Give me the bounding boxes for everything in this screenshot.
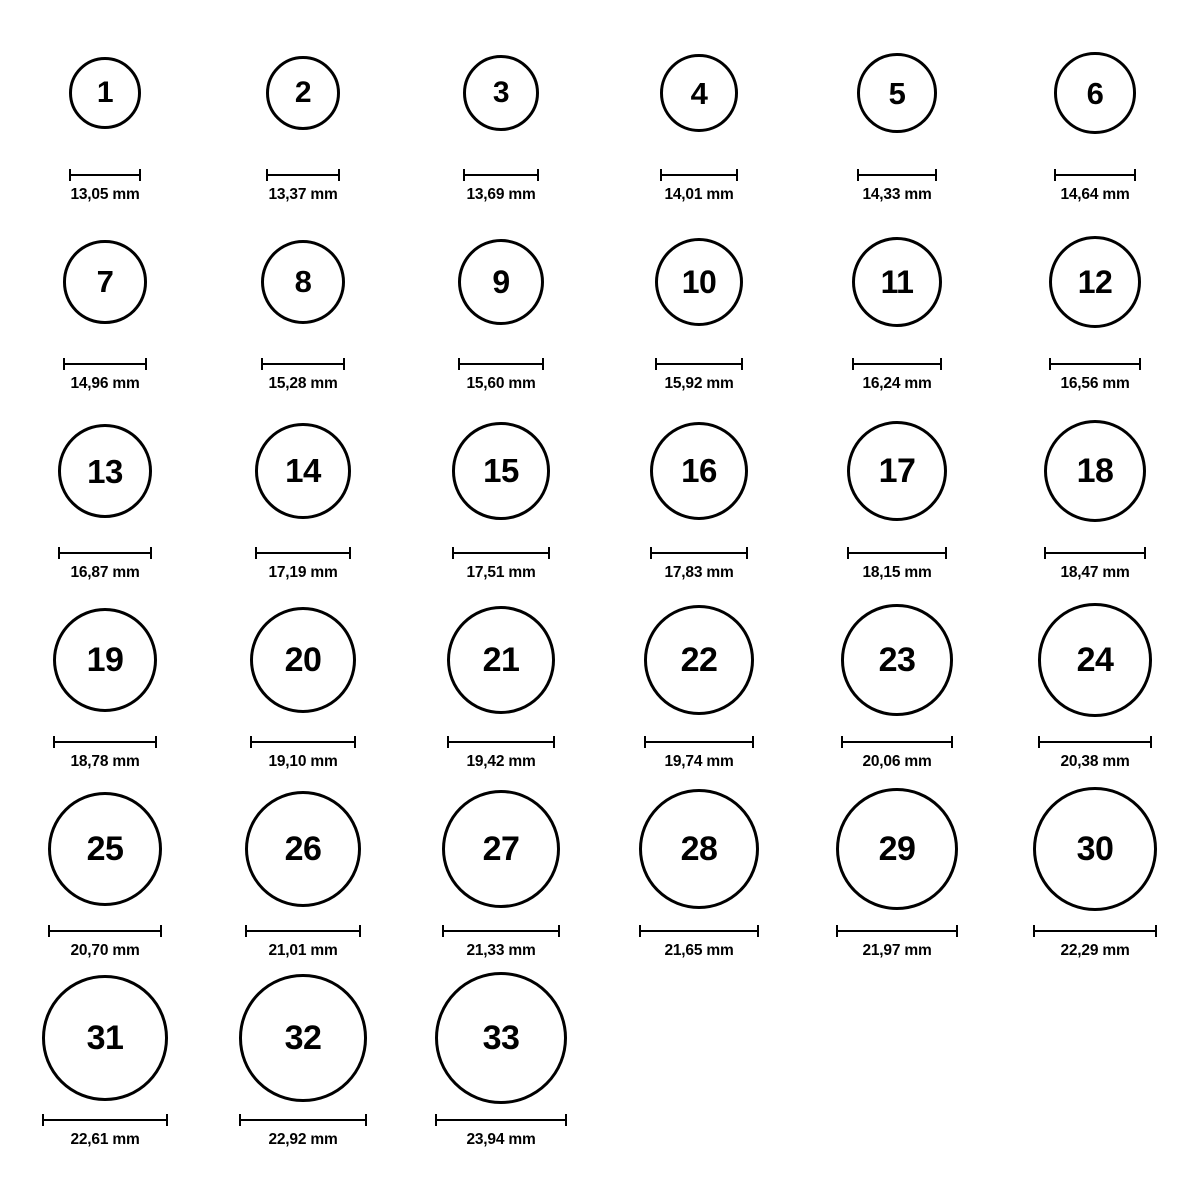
diameter-ruler [406,924,596,938]
size-number: 4 [690,75,708,111]
diameter-label: 21,65 mm [664,942,734,959]
ruler-line [250,741,356,743]
diameter-label: 17,51 mm [466,564,536,581]
ring-circle [458,239,545,326]
diameter-ruler [10,357,200,371]
ruler-bar [655,358,743,370]
diameter-label: 18,15 mm [862,564,932,581]
size-cell [10,585,200,774]
size-cell [208,207,398,396]
ring-circle-wrap [10,207,200,357]
ruler-line [1044,552,1147,554]
size-number: 33 [482,1018,520,1057]
ruler-bar [48,925,163,937]
diameter-label: 16,56 mm [1060,375,1130,392]
ruler-line [63,363,146,365]
diameter-ruler [1000,924,1190,938]
ruler-line [447,741,555,743]
diameter-ruler [406,1113,596,1127]
diameter-label: 19,42 mm [466,753,536,770]
ruler-bar [250,736,356,748]
ruler-line [48,930,163,932]
ring-circle [69,57,141,129]
size-number: 8 [294,264,312,300]
ruler-line [458,363,545,365]
size-cell [208,585,398,774]
size-cell [604,207,794,396]
size-cell [10,963,200,1152]
size-number: 28 [680,830,718,868]
diameter-ruler [10,735,200,749]
diameter-label: 23,94 mm [466,1131,536,1148]
size-number: 17 [878,452,916,490]
ruler-bar [1049,358,1141,370]
diameter-label: 15,92 mm [664,375,734,392]
diameter-ruler [802,735,992,749]
ruler-bar [442,925,560,937]
ruler-line [1033,930,1157,932]
size-number: 3 [492,76,510,109]
ring-circle [58,424,152,518]
ruler-bar [1054,169,1135,181]
ring-circle-wrap [10,774,200,924]
ring-circle [660,54,738,132]
diameter-ruler [802,357,992,371]
ruler-line [463,174,539,176]
diameter-ruler [1000,168,1190,182]
size-cell [802,18,992,207]
size-number: 27 [482,830,520,868]
diameter-ruler [406,357,596,371]
ring-circle [857,53,937,133]
ring-circle-wrap [208,396,398,546]
ring-circle-wrap [1000,207,1190,357]
diameter-label: 20,38 mm [1060,753,1130,770]
diameter-ruler [802,168,992,182]
size-number: 24 [1076,641,1114,679]
ruler-bar [458,358,545,370]
size-cell [802,207,992,396]
size-number: 30 [1076,829,1114,868]
size-cell [406,585,596,774]
size-number: 5 [888,75,906,111]
ring-circle [261,240,346,325]
ring-circle [266,56,340,130]
diameter-label: 16,87 mm [70,564,140,581]
ruler-bar [650,547,749,559]
diameter-ruler [208,357,398,371]
diameter-ruler [208,924,398,938]
ruler-bar [435,1114,568,1126]
diameter-label: 20,06 mm [862,753,932,770]
diameter-ruler [208,735,398,749]
size-number: 19 [86,641,124,679]
diameter-ruler [208,1113,398,1127]
ruler-line [1038,741,1151,743]
ring-circle [1049,236,1141,328]
diameter-label: 17,83 mm [664,564,734,581]
ruler-line [442,930,560,932]
ruler-line [847,552,948,554]
ruler-bar [58,547,152,559]
ruler-line [69,174,141,176]
ring-circle [245,791,362,908]
size-number: 2 [294,75,312,109]
size-cell [208,963,398,1152]
ring-circle [655,238,743,326]
ruler-line [435,1119,568,1121]
ruler-line [650,552,749,554]
ring-circle-wrap [604,396,794,546]
diameter-ruler [604,924,794,938]
ruler-line [639,930,759,932]
diameter-ruler [406,168,596,182]
diameter-ruler [604,546,794,560]
size-cell [1000,585,1190,774]
ring-circle-wrap [604,207,794,357]
size-number: 16 [681,452,717,490]
diameter-label: 14,33 mm [862,186,932,203]
ruler-line [1054,174,1135,176]
ring-circle-wrap [406,207,596,357]
ring-circle-wrap [406,963,596,1113]
ring-circle-wrap [802,207,992,357]
ring-circle-wrap [1000,18,1190,168]
diameter-ruler [1000,735,1190,749]
size-number: 11 [880,264,914,300]
diameter-label: 22,29 mm [1060,942,1130,959]
diameter-label: 19,10 mm [268,753,338,770]
ruler-line [245,930,362,932]
ruler-line [42,1119,167,1121]
ruler-line [261,363,346,365]
size-cell [208,774,398,963]
ring-circle [847,421,948,522]
ruler-bar [42,1114,167,1126]
ruler-line [58,552,152,554]
size-number: 13 [87,452,123,490]
ruler-bar [836,925,958,937]
ring-circle [255,423,350,518]
size-cell [406,963,596,1152]
size-number: 1 [96,75,114,109]
diameter-ruler [802,924,992,938]
diameter-label: 15,28 mm [268,375,338,392]
ring-circle [650,422,749,521]
ruler-bar [847,547,948,559]
ring-circle-wrap [406,396,596,546]
ring-circle [48,792,163,907]
ring-circle-wrap [802,585,992,735]
size-number: 15 [483,452,519,490]
size-number: 6 [1086,75,1104,111]
diameter-label: 21,01 mm [268,942,338,959]
size-grid [0,18,1200,1152]
ring-circle-wrap [10,963,200,1113]
size-number: 26 [284,830,322,868]
size-cell [802,585,992,774]
ring-circle-wrap [10,396,200,546]
size-cell [1000,18,1190,207]
ruler-line [660,174,738,176]
ruler-line [266,174,340,176]
ring-circle-wrap [604,774,794,924]
ring-circle-wrap [406,774,596,924]
size-cell [10,774,200,963]
ruler-line [53,741,157,743]
size-number: 31 [86,1018,124,1057]
diameter-ruler [1000,546,1190,560]
ring-circle-wrap [208,585,398,735]
size-number: 32 [284,1018,322,1057]
diameter-ruler [802,546,992,560]
ruler-bar [266,169,340,181]
diameter-label: 18,47 mm [1060,564,1130,581]
ruler-bar [857,169,937,181]
ruler-line [836,930,958,932]
ring-circle [841,604,952,715]
ruler-bar [239,1114,366,1126]
size-cell [208,396,398,585]
diameter-ruler [10,1113,200,1127]
size-cell [208,18,398,207]
diameter-ruler [604,735,794,749]
ring-circle [1038,603,1151,716]
size-cell [604,18,794,207]
diameter-ruler [10,168,200,182]
diameter-label: 16,24 mm [862,375,932,392]
diameter-label: 14,64 mm [1060,186,1130,203]
ruler-line [239,1119,366,1121]
ruler-bar [245,925,362,937]
ring-circle-wrap [604,585,794,735]
ruler-bar [852,358,942,370]
ring-circle-wrap [802,396,992,546]
ring-circle [452,422,549,519]
ruler-line [852,363,942,365]
ring-circle-wrap [802,774,992,924]
size-number: 10 [681,264,717,300]
size-number: 9 [492,263,510,300]
diameter-ruler [10,924,200,938]
ruler-bar [69,169,141,181]
ring-circle [442,790,560,908]
size-cell [802,396,992,585]
size-cell [406,18,596,207]
size-cell [604,396,794,585]
ruler-bar [463,169,539,181]
diameter-label: 21,33 mm [466,942,536,959]
ruler-line [452,552,549,554]
ring-circle-wrap [208,963,398,1113]
diameter-label: 22,61 mm [70,1131,140,1148]
ruler-bar [660,169,738,181]
size-cell [10,18,200,207]
ruler-bar [639,925,759,937]
ring-circle [1054,52,1135,133]
size-cell [1000,396,1190,585]
size-cell [802,774,992,963]
size-number: 14 [285,452,321,490]
ruler-bar [53,736,157,748]
size-number: 25 [86,830,124,868]
diameter-label: 13,05 mm [70,186,140,203]
ring-circle-wrap [1000,774,1190,924]
size-number: 29 [878,829,916,868]
diameter-ruler [208,546,398,560]
ring-circle [1033,787,1157,911]
diameter-label: 14,01 mm [664,186,734,203]
ring-circle-wrap [406,585,596,735]
ruler-bar [255,547,350,559]
ring-circle [63,240,146,323]
ring-circle-wrap [208,18,398,168]
ring-circle [644,605,754,715]
size-cell [10,396,200,585]
ring-circle [463,55,539,131]
ring-circle-wrap [406,18,596,168]
ring-circle [435,972,568,1105]
diameter-ruler [604,168,794,182]
ring-circle [836,788,958,910]
size-cell [10,207,200,396]
ring-circle-wrap [208,207,398,357]
ring-circle [447,606,555,714]
ruler-bar [261,358,346,370]
diameter-label: 20,70 mm [70,942,140,959]
ruler-bar [447,736,555,748]
size-number: 20 [284,641,322,679]
ruler-bar [63,358,146,370]
ring-circle [42,975,167,1100]
size-cell [406,774,596,963]
size-cell [604,585,794,774]
diameter-label: 13,69 mm [466,186,536,203]
ring-circle-wrap [208,774,398,924]
ruler-line [1049,363,1141,365]
size-number: 7 [96,264,114,300]
diameter-label: 22,92 mm [268,1131,338,1148]
ruler-line [841,741,952,743]
size-cell [406,207,596,396]
diameter-label: 17,19 mm [268,564,338,581]
size-number: 22 [680,640,718,679]
size-number: 12 [1077,264,1113,300]
diameter-label: 15,60 mm [466,375,536,392]
ring-circle-wrap [10,585,200,735]
ring-circle [250,607,356,713]
ring-circle-wrap [1000,396,1190,546]
size-cell [406,396,596,585]
ring-circle [239,974,366,1101]
size-cell [1000,774,1190,963]
ruler-bar [1038,736,1151,748]
diameter-label: 19,74 mm [664,753,734,770]
ruler-line [255,552,350,554]
ring-circle [1044,420,1147,523]
ruler-line [857,174,937,176]
ruler-bar [452,547,549,559]
diameter-ruler [208,168,398,182]
size-number: 21 [482,640,520,679]
ruler-bar [644,736,754,748]
diameter-ruler [604,357,794,371]
diameter-label: 14,96 mm [70,375,140,392]
size-number: 18 [1076,452,1114,490]
ruler-bar [841,736,952,748]
diameter-label: 21,97 mm [862,942,932,959]
ring-circle-wrap [604,18,794,168]
diameter-ruler [10,546,200,560]
diameter-ruler [406,735,596,749]
ruler-line [644,741,754,743]
ring-circle-wrap [802,18,992,168]
ring-circle-wrap [10,18,200,168]
ring-circle [53,608,157,712]
ruler-line [655,363,743,365]
ring-circle [639,789,759,909]
ring-circle [852,237,942,327]
size-cell [604,774,794,963]
size-cell [1000,207,1190,396]
diameter-ruler [1000,357,1190,371]
diameter-ruler [406,546,596,560]
ruler-bar [1044,547,1147,559]
ruler-bar [1033,925,1157,937]
ring-circle-wrap [1000,585,1190,735]
diameter-label: 13,37 mm [268,186,338,203]
diameter-label: 18,78 mm [70,753,140,770]
size-number: 23 [878,640,916,679]
